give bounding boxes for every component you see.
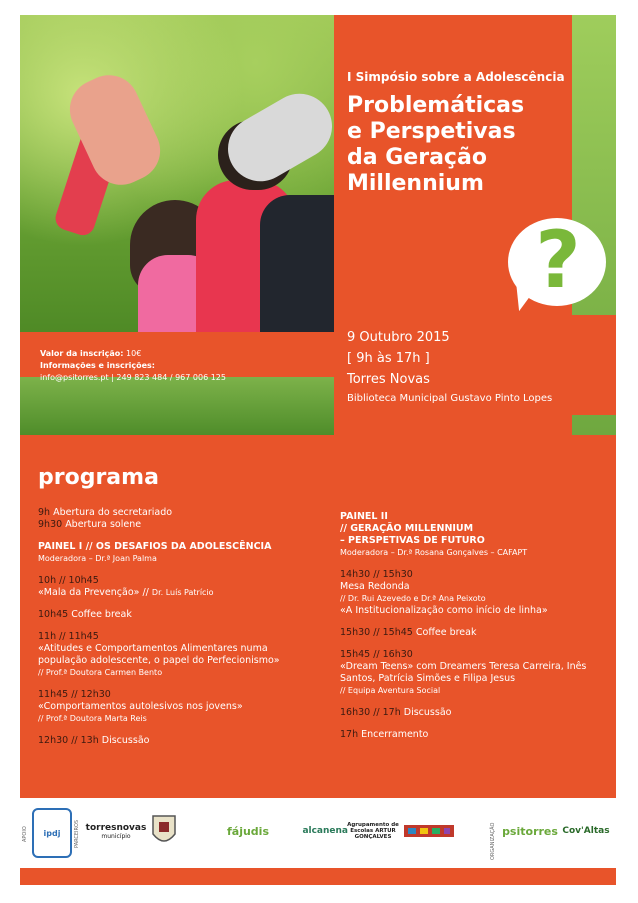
time: 15h45 // 16h30 (340, 649, 413, 660)
grass-bottom (20, 377, 334, 435)
painel-title: PAINEL II (340, 511, 388, 522)
speaker: // Prof.ª Doutora Marta Reis (38, 714, 147, 723)
question-mark-icon: ? (535, 216, 581, 306)
time: 12h30 // 13h (38, 735, 99, 746)
time: 15h30 // 15h45 (340, 627, 413, 638)
apoio-label: APOIO (22, 826, 28, 842)
sponsor-logos-strip (20, 798, 616, 868)
programa-right-column (340, 511, 595, 751)
item-text: Abertura solene (65, 519, 142, 530)
time: 10h45 (38, 609, 69, 620)
logo-covaltas: Cov'Altas (562, 826, 610, 836)
logo-ipdj: ipdj (32, 808, 72, 858)
speaker: // Dr. Rui Azevedo e Dr.ª Ana Peixoto (340, 594, 486, 603)
painel-subtitle: // GERAÇÃO MILLENNIUM (340, 523, 474, 534)
session-title: «Atitudes e Comportamentos Alimentares numa população adolescente, o papel do Perfecionismo» (38, 643, 280, 666)
moderator: Moderadora – Dr.ª Rosana Gonçalves – CAFAPT (340, 548, 528, 557)
logo-alcanena: alcanena (302, 826, 348, 836)
title-line: e Perspetivas (347, 119, 516, 144)
session-title: Mesa Redonda (340, 581, 410, 592)
item-text: Abertura do secretariado (53, 507, 173, 518)
time: 16h30 // 17h (340, 707, 401, 718)
info-label: Informações e inscrições: (40, 361, 156, 370)
fee-label: Valor da inscrição: (40, 349, 124, 358)
time: 9h30 (38, 519, 63, 530)
logo-school-banner-icon (402, 808, 456, 854)
session-participants: com Dreamers Teresa Carreira, Inês Santos, Patrícia Simões e Filipa Jesus (340, 661, 587, 684)
time: 14h30 // 15h30 (340, 569, 413, 580)
organizacao-label: ORGANIZAÇÃO (490, 822, 496, 860)
logo-psitorres: psitorres (502, 824, 558, 838)
speaker: Dr. Luís Patrício (151, 588, 214, 597)
session-theme: «A Institucionalização como início de linha» (340, 605, 548, 616)
programa-left-column (38, 507, 318, 757)
item-text: Discussão (101, 735, 150, 746)
logo-fajudis: fájudis (226, 824, 269, 838)
hero-photo (20, 15, 334, 332)
moderator: Moderadora – Dr.ª Joan Palma (38, 554, 157, 563)
event-city: Torres Novas (347, 372, 430, 387)
event-details (347, 327, 587, 407)
programa-heading: programa (38, 465, 159, 490)
session-title: «Dream Teens» (340, 661, 414, 672)
painel-subtitle: – PERSPETIVAS DE FUTURO (340, 535, 485, 546)
logo-agrupamento: Agrupamento de Escolas ARTUR GONÇALVES (347, 822, 399, 840)
footer-bar (20, 868, 616, 885)
time: 11h // 11h45 (38, 631, 99, 642)
time: 11h45 // 12h30 (38, 689, 111, 700)
event-venue: Biblioteca Municipal Gustavo Pinto Lopes (347, 393, 553, 404)
item-text: Encerramento (361, 729, 429, 740)
speaker: // Equipa Aventura Social (340, 686, 441, 695)
poster-title (347, 93, 577, 197)
parceiros-label: PARCEIROS (74, 819, 80, 848)
session-title: «Comportamentos autolesivos nos jovens» (38, 701, 243, 712)
event-date: 9 Outubro 2015 (347, 330, 450, 345)
title-line: da Geração (347, 145, 487, 170)
logo-torresnovas (85, 808, 147, 854)
item-text: Coffee break (415, 627, 477, 638)
event-time: [ 9h às 17h ] (347, 351, 430, 366)
title-line: Problemáticas (347, 93, 525, 118)
time: 10h // 10h45 (38, 575, 99, 586)
title-line: Millennium (347, 171, 484, 196)
logo-torresnovas-text: torresnovas (85, 822, 147, 833)
fee-value: 10€ (126, 349, 142, 358)
session-title: «Mala da Prevenção» // (38, 587, 149, 598)
logo-municipio-text: município (101, 832, 131, 840)
poster (20, 15, 616, 885)
item-text: Coffee break (71, 609, 132, 620)
symposium-label: I Simpósio sobre a Adolescência (347, 70, 565, 84)
contact-line[interactable]: info@psitorres.pt | 249 823 484 / 967 006 125 (40, 373, 226, 382)
time: 9h (38, 507, 51, 518)
crest-icon (148, 808, 180, 854)
time: 17h (340, 729, 359, 740)
photo-child-dark-clothes (260, 195, 334, 332)
speaker: // Prof.ª Doutora Carmen Bento (38, 668, 163, 677)
registration-info (40, 348, 226, 384)
item-text: Discussão (403, 707, 452, 718)
painel-title: PAINEL I // OS DESAFIOS DA ADOLESCÊNCIA (38, 541, 272, 552)
